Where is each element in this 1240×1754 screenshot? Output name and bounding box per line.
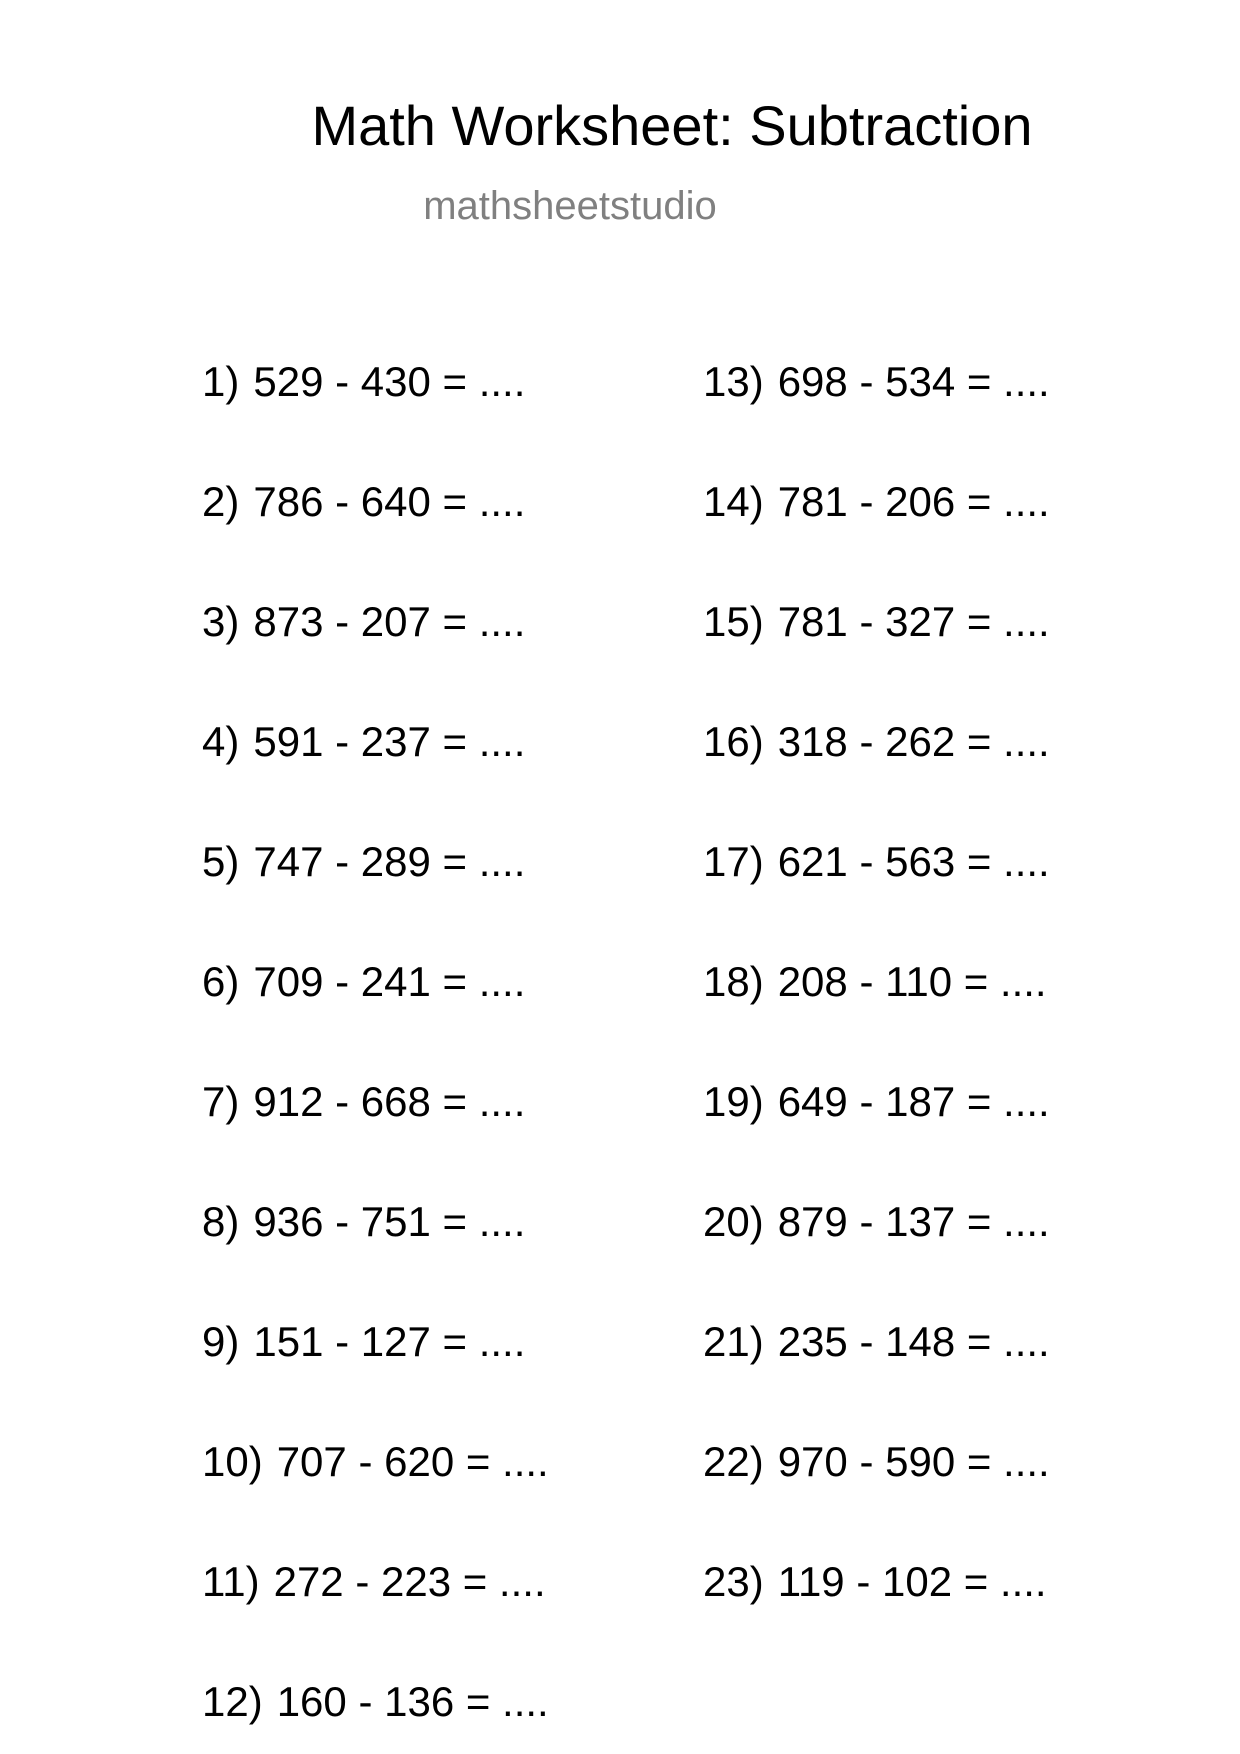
problem-item xyxy=(202,592,525,652)
problem-item xyxy=(703,712,1050,772)
problem-item xyxy=(202,1072,525,1132)
problem-expression: 747 - 289 = .... xyxy=(253,838,526,885)
problem-expression: 529 - 430 = .... xyxy=(253,358,526,405)
problem-expression: 936 - 751 = .... xyxy=(253,1198,526,1245)
problem-expression: 119 - 102 = .... xyxy=(777,1558,1047,1605)
problem-expression: 781 - 206 = .... xyxy=(777,478,1050,525)
problem-expression: 208 - 110 = .... xyxy=(777,958,1047,1005)
problem-expression: 879 - 137 = .... xyxy=(777,1198,1050,1245)
problem-number: 1) xyxy=(202,358,240,405)
problem-item xyxy=(202,472,525,532)
problem-number: 3) xyxy=(202,598,240,645)
problem-number: 22) xyxy=(703,1438,764,1485)
problem-item xyxy=(703,832,1050,892)
worksheet-title: Math Worksheet: Subtraction xyxy=(311,94,1033,157)
problem-number: 5) xyxy=(202,838,240,885)
problem-item xyxy=(703,952,1047,1012)
problem-item xyxy=(703,1552,1047,1612)
problem-number: 18) xyxy=(703,958,764,1005)
problem-item xyxy=(202,1552,546,1612)
problem-number: 12) xyxy=(202,1678,263,1725)
problem-expression: 707 - 620 = .... xyxy=(276,1438,549,1485)
problem-number: 14) xyxy=(703,478,764,525)
problem-item xyxy=(703,592,1050,652)
problem-expression: 781 - 327 = .... xyxy=(777,598,1050,645)
problem-number: 13) xyxy=(703,358,764,405)
problem-item xyxy=(202,1192,525,1252)
problem-expression: 873 - 207 = .... xyxy=(253,598,526,645)
problem-item xyxy=(202,1432,549,1492)
problem-number: 7) xyxy=(202,1078,240,1125)
worksheet-subtitle: mathsheetstudio xyxy=(423,184,717,228)
problem-number: 10) xyxy=(202,1438,263,1485)
problem-number: 21) xyxy=(703,1318,764,1365)
problem-item xyxy=(703,1312,1050,1372)
problem-number: 2) xyxy=(202,478,240,525)
problem-expression: 591 - 237 = .... xyxy=(253,718,526,765)
problem-expression: 970 - 590 = .... xyxy=(777,1438,1050,1485)
problem-expression: 649 - 187 = .... xyxy=(777,1078,1050,1125)
problem-number: 20) xyxy=(703,1198,764,1245)
problem-number: 16) xyxy=(703,718,764,765)
problem-expression: 160 - 136 = .... xyxy=(276,1678,549,1725)
problem-expression: 235 - 148 = .... xyxy=(777,1318,1050,1365)
problem-expression: 698 - 534 = .... xyxy=(777,358,1050,405)
problem-expression: 709 - 241 = .... xyxy=(253,958,526,1005)
problem-expression: 912 - 668 = .... xyxy=(253,1078,526,1125)
problem-item xyxy=(703,1072,1050,1132)
problem-item xyxy=(202,952,525,1012)
problem-item xyxy=(703,472,1050,532)
problem-number: 8) xyxy=(202,1198,240,1245)
problem-expression: 272 - 223 = .... xyxy=(273,1558,546,1605)
problem-number: 23) xyxy=(703,1558,764,1605)
problem-item xyxy=(202,832,525,892)
problem-number: 15) xyxy=(703,598,764,645)
problem-item xyxy=(202,1312,525,1372)
problem-number: 19) xyxy=(703,1078,764,1125)
problem-expression: 318 - 262 = .... xyxy=(777,718,1050,765)
problem-expression: 786 - 640 = .... xyxy=(253,478,526,525)
problem-expression: 151 - 127 = .... xyxy=(253,1318,526,1365)
problem-item xyxy=(202,1672,549,1732)
problem-number: 17) xyxy=(703,838,764,885)
problem-number: 4) xyxy=(202,718,240,765)
problem-item xyxy=(202,352,525,412)
problem-number: 11) xyxy=(202,1558,260,1605)
problem-expression: 621 - 563 = .... xyxy=(777,838,1050,885)
problem-item xyxy=(202,712,525,772)
problem-number: 6) xyxy=(202,958,240,1005)
problem-item xyxy=(703,1192,1050,1252)
problem-item xyxy=(703,1432,1050,1492)
problem-item xyxy=(703,352,1050,412)
problem-number: 9) xyxy=(202,1318,240,1365)
